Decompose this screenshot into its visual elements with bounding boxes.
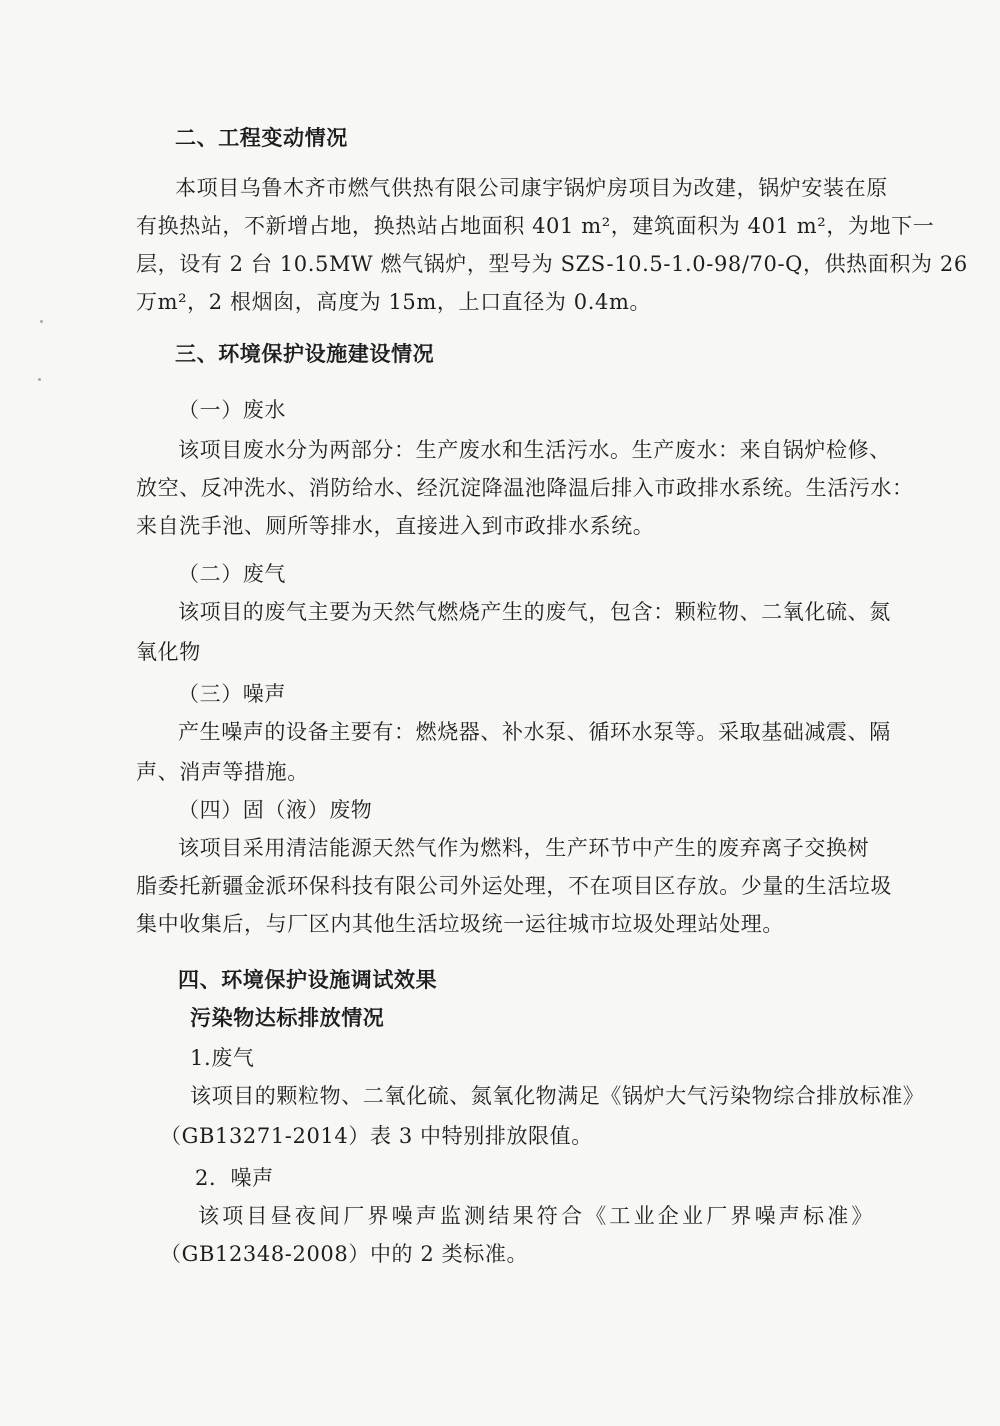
paragraph-line: 集中收集后，与厂区内其他生活垃圾统一运往城市垃圾处理站处理。 [136,912,784,936]
paragraph-line: 该项目的颗粒物、二氧化硫、氮氧化物满足《锅炉大气污染物综合排放标准》 [190,1084,925,1108]
paragraph-line: 有换热站，不新增占地，换热站占地面积 401 m²，建筑面积为 401 m²，为地下一 [136,214,935,238]
paragraph-line: 产生噪声的设备主要有：燃烧器、补水泵、循环水泵等。采取基础减震、隔 [178,720,891,744]
section-heading-project-changes: 二、工程变动情况 [175,125,348,150]
section-heading-commissioning: 四、环境保护设施调试效果 [178,967,438,992]
subsection-title-solid-waste: （四）固（液）废物 [178,798,373,822]
paragraph-line: 该项目昼夜间厂界噪声监测结果符合《工业企业厂界噪声标准》 [198,1204,876,1228]
item-title-waste-gas: 1.废气 [190,1046,255,1070]
subsection-title-waste-gas: （二）废气 [178,562,286,586]
subsection-title-noise: （三）噪声 [178,682,286,706]
subsection-title-wastewater: （一）废水 [178,398,286,422]
paragraph-line: （GB13271-2014）表 3 中特别排放限值。 [160,1124,593,1148]
paragraph-line: 本项目乌鲁木齐市燃气供热有限公司康宇锅炉房项目为改建，锅炉安装在原 [175,176,888,200]
paragraph-line: 来自洗手池、厕所等排水，直接进入到市政排水系统。 [136,514,655,538]
scan-speck [38,378,41,381]
subheading-emissions: 污染物达标排放情况 [190,1005,385,1030]
paragraph-line: 该项目采用清洁能源天然气作为燃料，生产环节中产生的废弃离子交换树 [178,836,870,860]
paragraph-line: （GB12348-2008）中的 2 类标准。 [160,1242,529,1266]
paragraph-line: 万m²，2 根烟囱，高度为 15m，上口直径为 0.4m。 [136,290,652,314]
scan-speck [40,320,43,323]
section-heading-env-facilities: 三、环境保护设施建设情况 [175,341,435,366]
paragraph-line: 脂委托新疆金派环保科技有限公司外运处理，不在项目区存放。少量的生活垃圾 [136,874,892,898]
paragraph-line: 该项目废水分为两部分：生产废水和生活污水。生产废水：来自锅炉检修、 [178,438,891,462]
paragraph-line: 放空、反冲洗水、消防给水、经沉淀降温池降温后排入市政排水系统。生活污水： [136,476,914,500]
paragraph-line: 该项目的废气主要为天然气燃烧产生的废气，包含：颗粒物、二氧化硫、氮 [178,600,891,624]
paragraph-line: 声、消声等措施。 [136,760,309,784]
paragraph-line: 层，设有 2 台 10.5MW 燃气锅炉，型号为 SZS-10.5-1.0-98/70-Q，供热面积为 26 [136,252,968,276]
item-title-noise: 2．噪声 [195,1166,274,1190]
paragraph-line: 氧化物 [136,640,201,664]
